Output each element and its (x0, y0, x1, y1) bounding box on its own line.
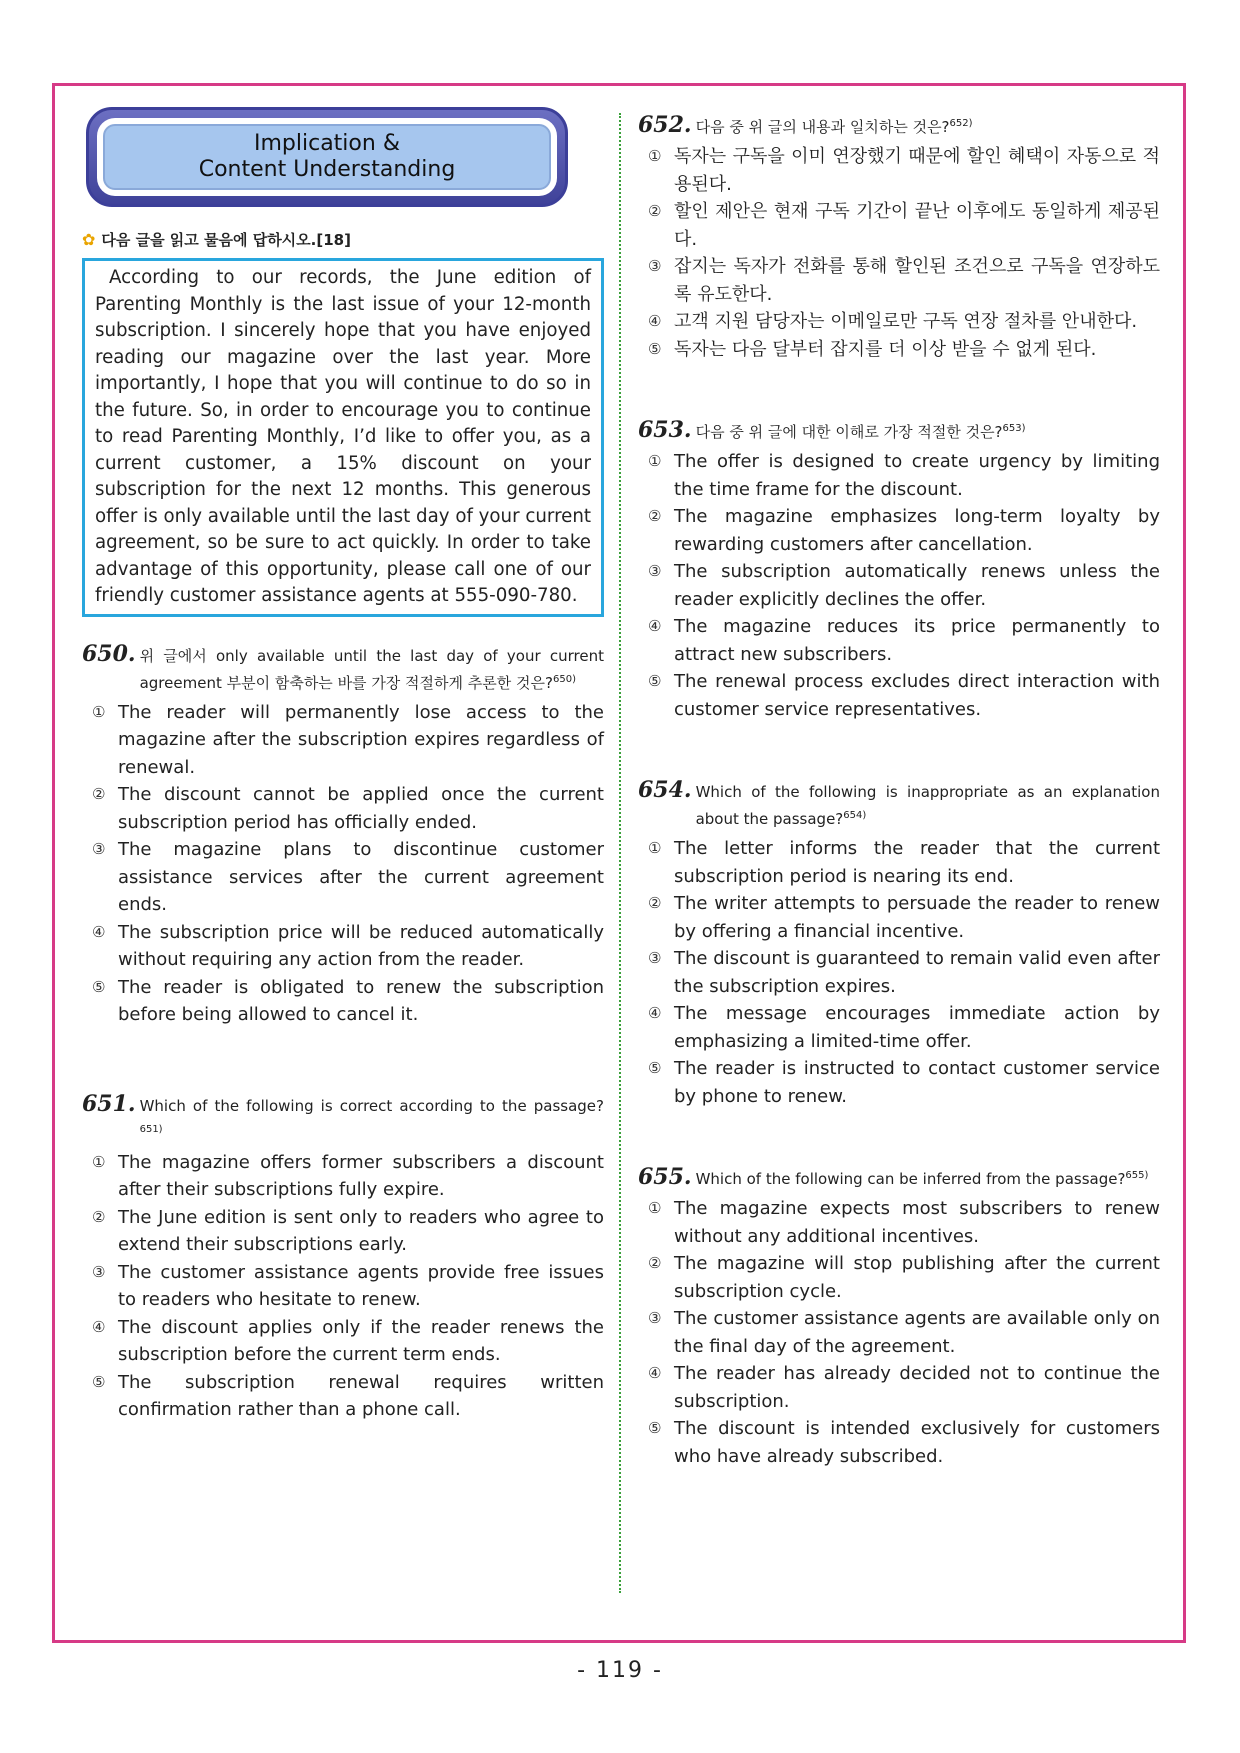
choice-3[interactable]: ③ The customer assistance agents are available only on the final day of the agreement. (648, 1308, 1160, 1357)
choice-3[interactable]: ③ The subscription automatically renews unless the reader explicitly declines the offer. (648, 561, 1160, 610)
question-number: 654. (638, 777, 692, 803)
question-651 (82, 1091, 604, 1424)
instruction (82, 229, 604, 250)
choice-5[interactable]: ⑤ The reader is instructed to contact customer service by phone to renew. (648, 1058, 1160, 1107)
left-column (82, 107, 604, 1424)
question-text: 다음 중 위 글에 대한 이해로 가장 적절한 것은? (695, 423, 1003, 441)
question-text: Which of the following is inappropriate as an explanation about the passage? (695, 783, 1160, 828)
right-column (638, 112, 1160, 1470)
choice-4[interactable]: ④ The reader has already decided not to continue the subscription. (648, 1363, 1160, 1412)
question-number: 655. (638, 1164, 692, 1190)
reading-passage: According to our records, the June edition of Parenting Monthly is the last issue of your 12-month subscription. I sincerely hope that you have enjoyed reading our magazine over the last year. More importantly, I hope that you will continue to do so in the future. So, in order to encourage you to continue to read Parenting Monthly, I’d like to offer you, as a current customer, a 15% discount on your subscription for the next 12 months. This generous offer is only available until the last day of your current agreement, so be sure to act quickly. In order to take advantage of this opportunity, please call one of our friendly customer assistance agents at 555-090-780. (82, 258, 604, 617)
question-654 (638, 777, 1160, 1110)
question-text: Which of the following can be inferred from the passage? (695, 1170, 1126, 1188)
choice-2[interactable]: ② 할인 제안은 현재 구독 기간이 끝난 이후에도 동일하게 제공된다. (648, 201, 1160, 250)
choice-5[interactable]: ⑤ The subscription renewal requires written confirmation rather than a phone call. (92, 1371, 604, 1420)
section-title-line1: Implication & (254, 131, 400, 156)
choice-2[interactable]: ② The discount cannot be applied once the current subscription period has officially ended. (92, 784, 604, 833)
question-ref: 653) (1002, 423, 1026, 434)
choice-3[interactable]: ③ The customer assistance agents provide free issues to readers who hesitate to renew. (92, 1261, 604, 1310)
question-text: 위 글에서 only available until the last day of your current agreement 부분이 함축하는 바를 가장 적절하게 추론한 것은? (139, 646, 604, 692)
column-divider (619, 113, 621, 1593)
choice-3[interactable]: ③ The discount is guaranteed to remain valid even after the subscription expires. (648, 948, 1160, 997)
choice-5[interactable]: ⑤ The discount is intended exclusively for customers who have already subscribed. (648, 1418, 1160, 1467)
question-ref: 652) (949, 118, 973, 129)
choice-2[interactable]: ② The June edition is sent only to readers who agree to extend their subscriptions early. (92, 1206, 604, 1255)
question-number: 650. (82, 640, 136, 667)
flower-icon: ✿ (82, 230, 96, 249)
instruction-text: 다음 글을 읽고 물음에 답하시오.[18] (101, 231, 351, 249)
choice-1[interactable]: ① 독자는 구독을 이미 연장했기 때문에 할인 혜택이 자동으로 적용된다. (648, 146, 1160, 195)
question-652 (638, 112, 1160, 363)
question-text: Which of the following is correct according to the passage? (139, 1096, 604, 1115)
choice-2[interactable]: ② The magazine emphasizes long-term loyalty by rewarding customers after cancellation. (648, 506, 1160, 555)
choice-3[interactable]: ③ The magazine plans to discontinue customer assistance services after the current agreement ends. (92, 839, 604, 915)
choice-2[interactable]: ② The magazine will stop publishing after the current subscription cycle. (648, 1253, 1160, 1302)
question-text: 다음 중 위 글의 내용과 일치하는 것은? (695, 118, 950, 136)
choice-4[interactable]: ④ 고객 지원 담당자는 이메일로만 구독 연장 절차를 안내한다. (648, 311, 1138, 332)
question-ref: 655) (1125, 1170, 1149, 1181)
section-title-line2: Content Understanding (198, 157, 456, 182)
choice-5[interactable]: ⑤ The renewal process excludes direct interaction with customer service representatives. (648, 671, 1160, 720)
section-title-badge (86, 107, 568, 207)
question-number: 651. (82, 1090, 136, 1117)
choice-1[interactable]: ① The magazine expects most subscribers to renew without any additional incentives. (648, 1198, 1160, 1247)
question-650 (82, 641, 604, 1029)
question-ref: 654) (843, 810, 867, 821)
question-number: 653. (638, 417, 692, 443)
choice-1[interactable]: ① The reader will permanently lose access to the magazine after the subscription expires regardless of renewal. (92, 701, 604, 778)
choice-4[interactable]: ④ The magazine reduces its price permanently to attract new subscribers. (648, 616, 1160, 665)
choice-1[interactable]: ① The letter informs the reader that the current subscription period is nearing its end. (648, 838, 1160, 887)
choice-4[interactable]: ④ The message encourages immediate action by emphasizing a limited-time offer. (648, 1003, 1160, 1052)
choice-1[interactable]: ① The magazine offers former subscribers a discount after their subscriptions fully expire. (92, 1151, 604, 1200)
choice-1[interactable]: ① The offer is designed to create urgency by limiting the time frame for the discount. (648, 451, 1160, 500)
page-number: - 119 - (577, 1658, 663, 1683)
choice-4[interactable]: ④ The subscription price will be reduced automatically without requiring any action from the reader. (92, 921, 604, 970)
question-number: 652. (638, 112, 692, 138)
question-ref: 650) (552, 673, 576, 685)
choice-3[interactable]: ③ 잡지는 독자가 전화를 통해 할인된 조건으로 구독을 연장하도록 유도한다. (648, 256, 1160, 305)
question-653 (638, 417, 1160, 723)
question-655 (638, 1164, 1160, 1470)
choice-5[interactable]: ⑤ The reader is obligated to renew the subscription before being allowed to cancel it. (92, 976, 604, 1025)
question-ref: 651) (139, 1123, 163, 1135)
choice-4[interactable]: ④ The discount applies only if the reader renews the subscription before the current term ends. (92, 1316, 604, 1365)
choice-5[interactable]: ⑤ 독자는 다음 달부터 잡지를 더 이상 받을 수 없게 된다. (648, 338, 1097, 360)
choice-2[interactable]: ② The writer attempts to persuade the reader to renew by offering a financial incentive. (648, 893, 1160, 942)
